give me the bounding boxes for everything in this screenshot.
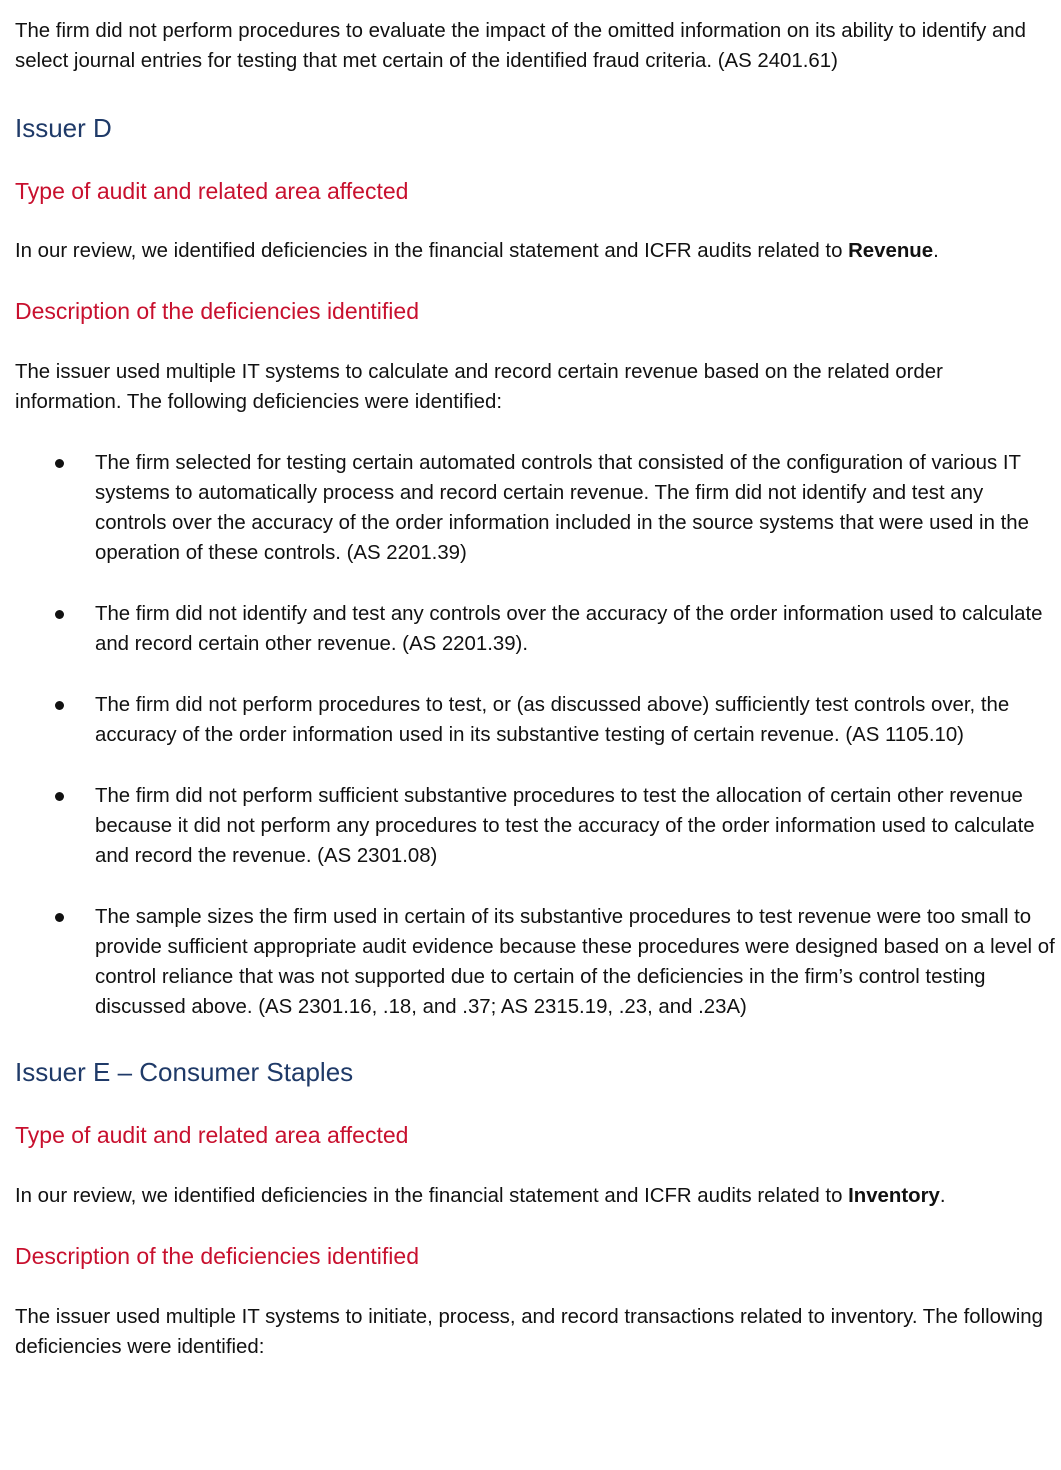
- list-item-text: The sample sizes the firm used in certain of its substantive procedures to test revenue were too small to provide sufficient appropriate audit evidence because these procedures were designed based on a level of control reliance that was not supported due to certain of the deficiencies in the firm’s control testing discussed above. (AS 2301.16, .18, and .37; AS 2315.19, .23, and .23A): [95, 906, 1055, 1018]
- issuer-d-type-text: [15, 236, 1055, 266]
- issuer-d-section: [15, 112, 1055, 1022]
- type-text-suffix: .: [933, 240, 939, 262]
- issuer-e-description-heading: Description of the deficiencies identified: [15, 1243, 420, 1269]
- type-text-prefix: In our review, we identified deficiencies in the financial statement and ICFR audits related to: [15, 1185, 849, 1207]
- bullet-icon: [55, 913, 64, 922]
- issuer-d-heading: Issuer D: [15, 113, 112, 143]
- bullet-icon: [55, 792, 64, 801]
- issuer-d-description-intro: The issuer used multiple IT systems to calculate and record certain revenue based on the related order information. The following deficiencies were identified:: [15, 361, 943, 413]
- list-item-text: The firm did not perform procedures to test, or (as discussed above) sufficiently test controls over, the accuracy of the order information used in its substantive testing of certain revenue. (AS 1105.10): [95, 694, 1010, 746]
- list-item: [15, 599, 1055, 659]
- type-text-prefix: In our review, we identified deficiencies in the financial statement and ICFR audits related to: [15, 240, 849, 262]
- issuer-d-description-heading: Description of the deficiencies identified: [15, 298, 420, 324]
- issuer-d-type-heading: Type of audit and related area affected: [15, 178, 409, 204]
- bullet-icon: [55, 610, 64, 619]
- list-item-text: The firm did not perform sufficient substantive procedures to test the allocation of certain other revenue because it did not perform any procedures to test the accuracy of the order information used to calculate and record the revenue. (AS 2301.08): [95, 785, 1035, 867]
- issuer-e-section: [15, 1056, 1055, 1362]
- list-item: [15, 448, 1055, 568]
- issuer-e-type-heading: Type of audit and related area affected: [15, 1122, 409, 1148]
- list-item-text: The firm selected for testing certain automated controls that consisted of the configuration of various IT systems to automatically process and record certain revenue. The firm did not identify and test any controls over the accuracy of the order information included in the source systems that were used in the operation of these controls. (AS 2201.39): [95, 452, 1029, 564]
- type-text-area: Inventory: [848, 1185, 940, 1207]
- type-text-suffix: .: [939, 1185, 946, 1207]
- intro-paragraph: The firm did not perform procedures to evaluate the impact of the omitted information on its ability to identify and select journal entries for testing that met certain of the identified fraud criteria. (AS 2401.61): [15, 20, 1026, 72]
- list-item: [15, 902, 1055, 1022]
- issuer-e-heading: Issuer E – Consumer Staples: [15, 1057, 354, 1087]
- list-item: [15, 690, 1055, 750]
- document-page: [15, 16, 1055, 1362]
- issuer-d-deficiency-list: [15, 448, 1055, 1022]
- issuer-e-description-intro: The issuer used multiple IT systems to initiate, process, and record transactions related to inventory. The following deficiencies were identified:: [15, 1306, 1043, 1358]
- list-item-text: The firm did not identify and test any controls over the accuracy of the order information used to calculate and record certain other revenue. (AS 2201.39).: [95, 603, 1043, 655]
- issuer-e-type-text: [15, 1181, 1055, 1211]
- type-text-area: Revenue: [848, 240, 934, 262]
- list-item: [15, 781, 1055, 871]
- bullet-icon: [55, 701, 64, 710]
- bullet-icon: [55, 459, 64, 468]
